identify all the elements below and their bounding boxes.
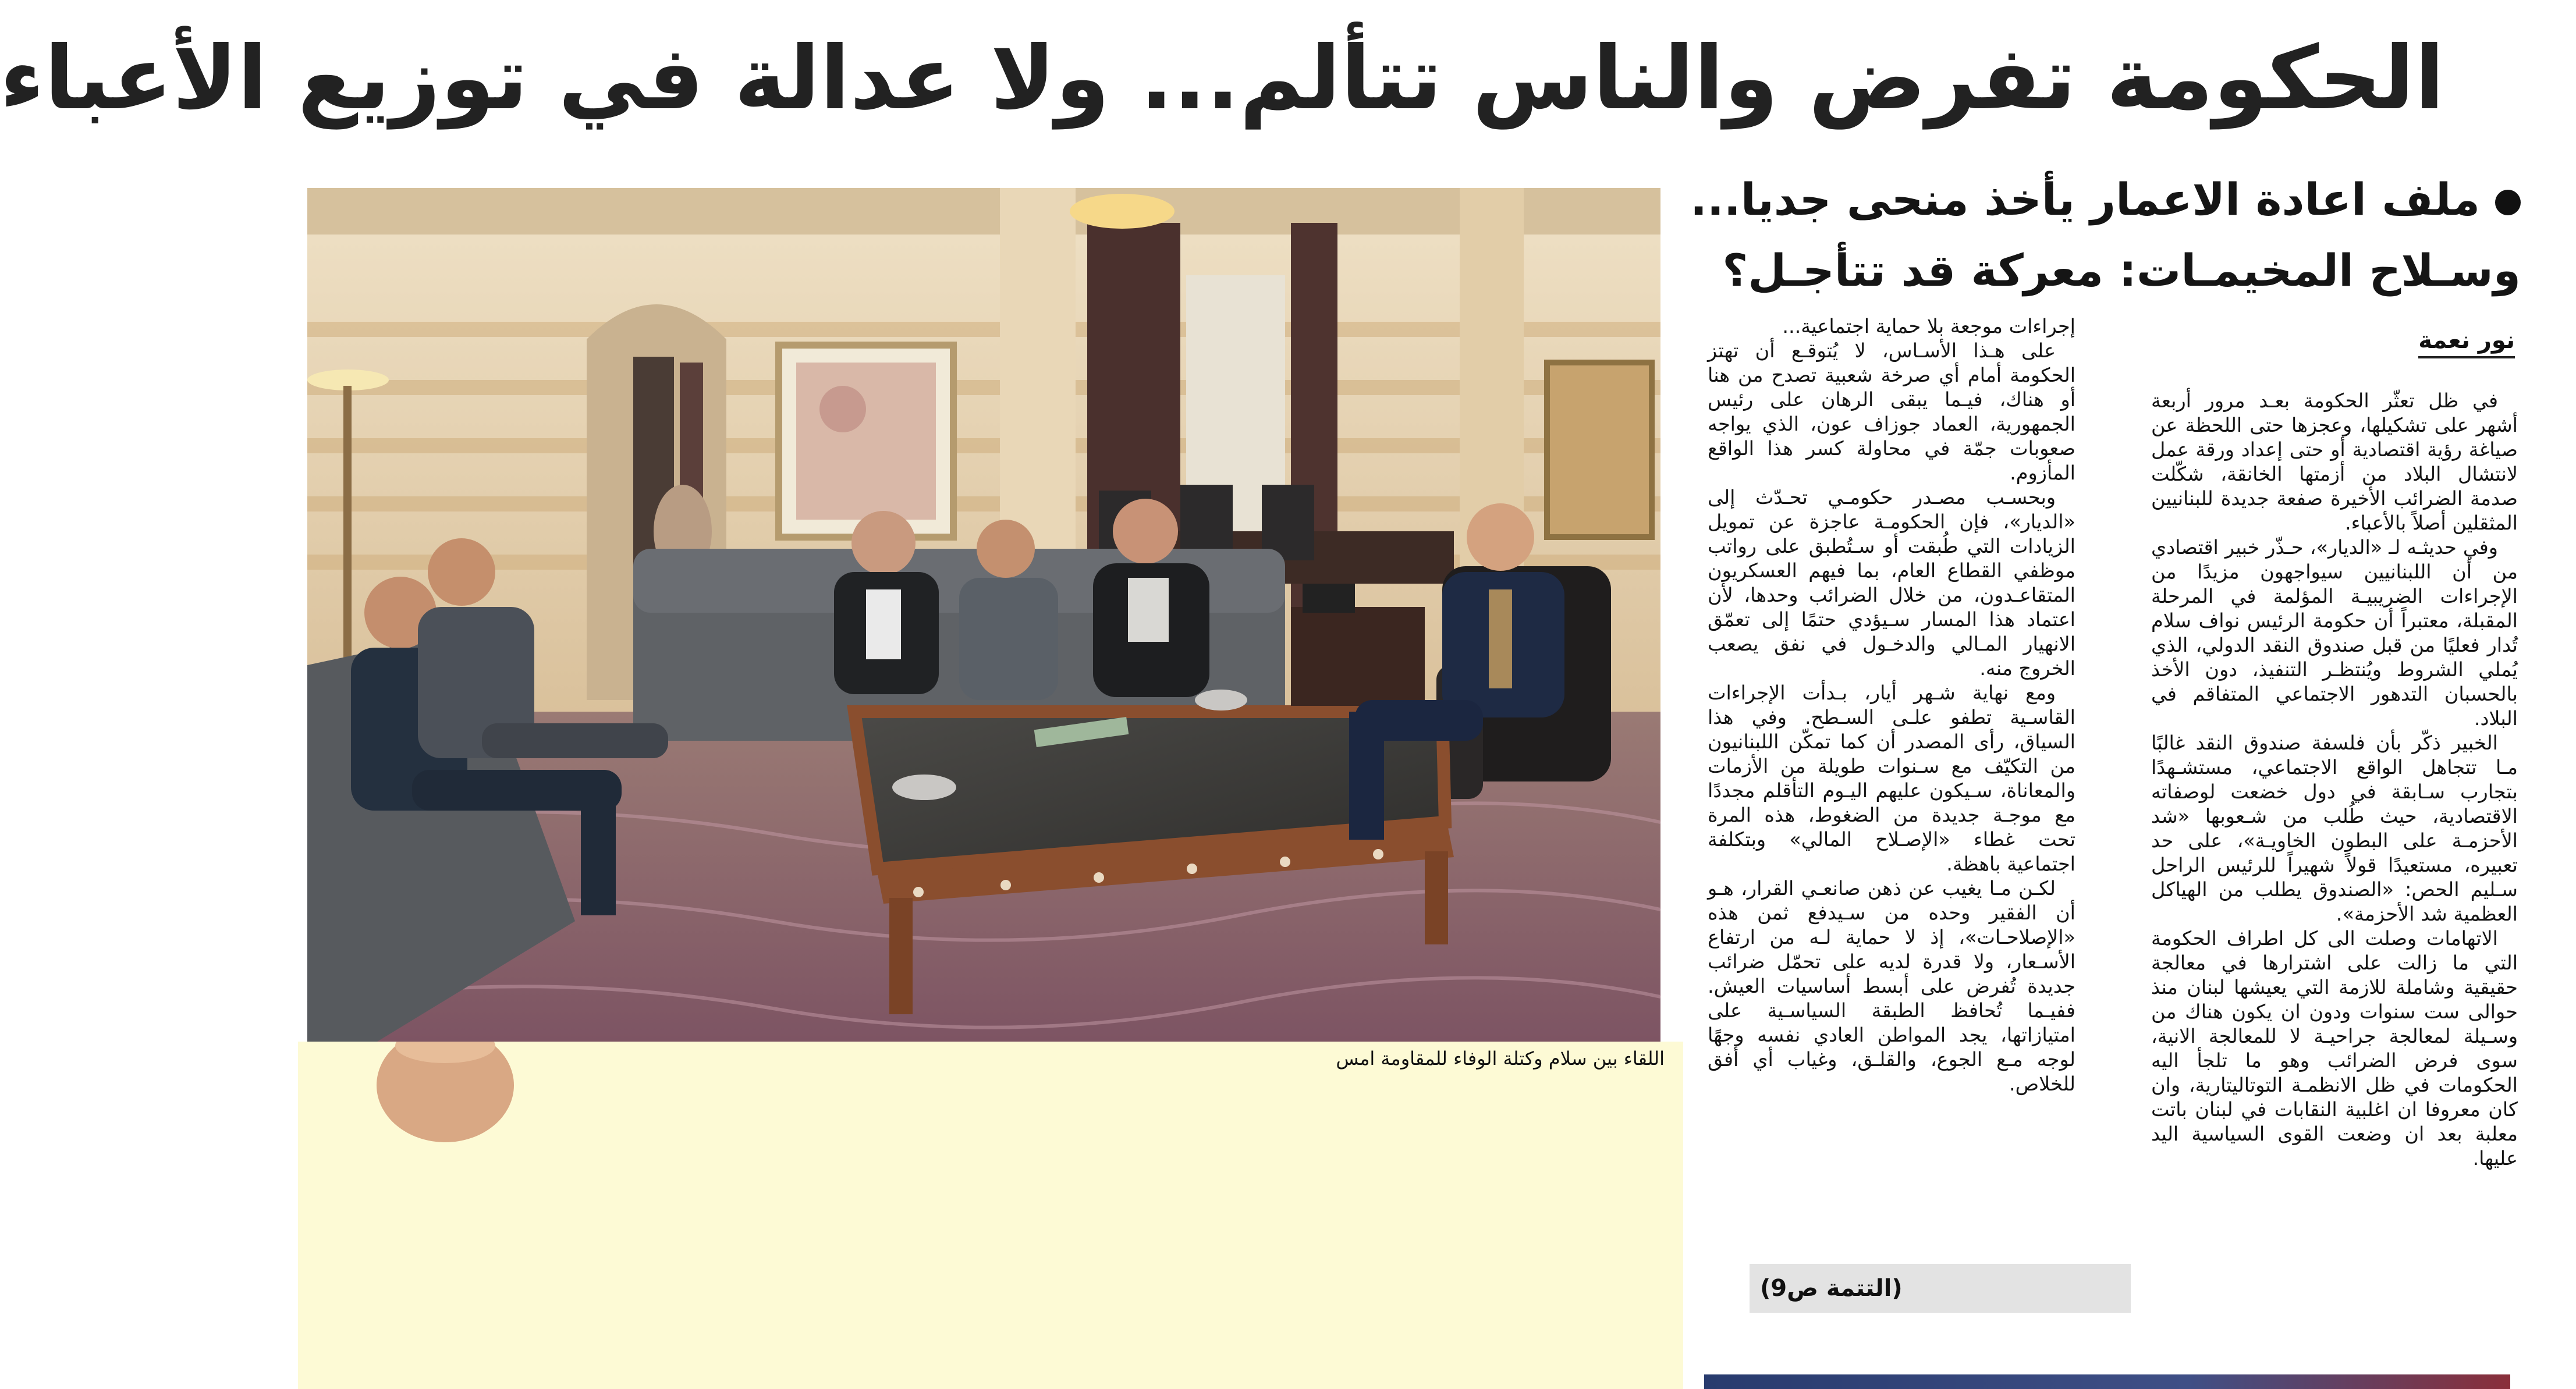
article-column-right bbox=[2151, 389, 2518, 1331]
subheadline-text-1: ملف اعادة الاعمار يأخذ منحى جديا... bbox=[1690, 173, 2480, 225]
subheadline-line-1 bbox=[1677, 173, 2521, 225]
paragraph: وفي حديثـه لـ «الديار»، حـذّر خبير اقتصادي من أن اللبنانيين سيواجهون مزيدًا من الإجراءات الضريبيـة المؤلمة في المرحلة المقبلة، معتبراً أن حكومة الرئيس نواف سلام تُدار فعليًا من قبل صندوق النقد الدولي، الذي يُملي الشروط ويُنتظـر التنفيذ، دون الأخذ بالحسبان التدهور الاجتماعي المتفاقم في البلاد. bbox=[2151, 536, 2518, 730]
bullet-icon bbox=[2495, 190, 2521, 215]
section-lead: إجراءات موجعة بلا حماية اجتماعية... bbox=[1782, 315, 2075, 338]
photo-caption: اللقاء بين سلام وكتلة الوفاء للمقاومة امس bbox=[1336, 1047, 1665, 1070]
paragraph: ومع نهاية شـهر أيار، بـدأت الإجراءات القاسـية تطفو علـى السـطح. وفي هذا السياق، رأى المصدر أن كما تمكّن اللبنانيون من التكيّف مع سـنوات طويلة من الأزمات والمعاناة، سـيكون عليهم اليـوم التأقلم مجددًا مع موجـة جديدة من الضغوط، هذه المرة تحت غطاء «الإصـلاح المالي» وبتكلفة اجتماعية باهظة. bbox=[1708, 681, 2075, 875]
page-headline: الحكومة تفرض والناس تتألم... ولا عدالة في توزيع الأعباء bbox=[0, 28, 2444, 129]
article-column-middle bbox=[1708, 314, 2075, 1280]
paragraph: الاتهامات وصلت الى كل اطراف الحكومة التي ما زالت على اشترارها في معالجة حقيقية وشاملة للازمة التي يعيشها لبنان منذ حوالى ست سنوات ودون ان يكون هناك من وسـيلة لمعالجة جراحيـة لا للمعالجة الانية، سوى فرض الضرائب وهو ما تلجأ اليه الحكومات في ظل الانظمـة التوتاليتارية، وان كان معروفا ان اغلبية النقابات في لبنان باتت معلبة بعد ان وضعت القوى السياسية اليد عليها. bbox=[2151, 927, 2518, 1170]
continuation-note: (التتمة ص9) bbox=[1750, 1264, 2131, 1313]
paragraph: في ظل تعثّر الحكومة بعـد مرور أربعة أشهر على تشكيلها، وعجزها حتى اللحظة عن صياغة رؤية اقتصادية أو حتى إعداد ورقة عمل لانتشال البلاد من أزمتها الخانقة، شكّلت صدمة الضرائب الأخيرة صفعة جديدة للبنانيين المثقلين أصلاً بالأعباء. bbox=[2151, 389, 2518, 534]
meeting-photo bbox=[307, 188, 1660, 1042]
paragraph: لكـن مـا يغيب عن ذهن صانعـي القرار، هـو أن الفقير وحده من سـيدفع ثمن هذه «الإصلاحـات»، إذ لا حماية لـه من ارتفاع الأسـعار، ولا قدرة لديه على تحمّل ضرائب جديدة تُفرض على أبسط أساسيات العيش. ففيـما تُحافظ الطبقة السياسـية على امتيازاتها، يجد المواطن العادي نفسه وجهًا لوجه مـع الجوع، والقلـق، وغياب أي أفق للخلاص. bbox=[1708, 877, 2075, 1095]
paragraph: الخبير ذكّر بأن فلسفة صندوق النقد غالبًا مـا تتجاهل الواقع الاجتماعي، مستشـهدًا بتجارب سـابقة في دول خضعت لوصفاته الاقتصادية، حيث طُلب من شـعوبها «شد الأحزمـة على البطون الخاويـة»، على حد تعبيره، مستعيدًا قولاً شهيراً للرئيس الراحل سـليم الحص: «الصندوق يطلب من الهياكل العظمية شد الأحزمة». bbox=[2151, 731, 2518, 925]
next-article-bar bbox=[1704, 1374, 2510, 1389]
paragraph: وبحسـب مصـدر حكومـي تحـدّث إلى «الديار»، فإن الحكومـة عاجزة عن تمويل الزيادات التي طُبقت أو سـتُطبق على رواتب موظفي القطاع العام، بما فيهم العسكريون المتقاعـدون، من خلال الضرائب وحدها، لأن اعتماد هذا المسار سـيؤدي حتمًا إلى تعمّق الانهيار المـالي والدخـول في نفق يصعب الخروج منه. bbox=[1708, 486, 2075, 680]
paragraph: على هـذا الأسـاس، لا يُتوقـع أن تهتز الحكومة أمام أي صرخة شعبية تصدح من هنا أو هناك، فيـما يبقى الرهان على رئيس الجمهورية، العماد جوزاف عون، الذي يواجه صعوبات جمّة في محاولة كسر هذا الواقع المأزوم. bbox=[1708, 339, 2075, 484]
subheadline-line-2: وسـلاح المخيمـات: معركة قد تتأجـل؟ bbox=[1722, 244, 2521, 296]
author-byline: نور نعمة bbox=[2418, 327, 2515, 358]
